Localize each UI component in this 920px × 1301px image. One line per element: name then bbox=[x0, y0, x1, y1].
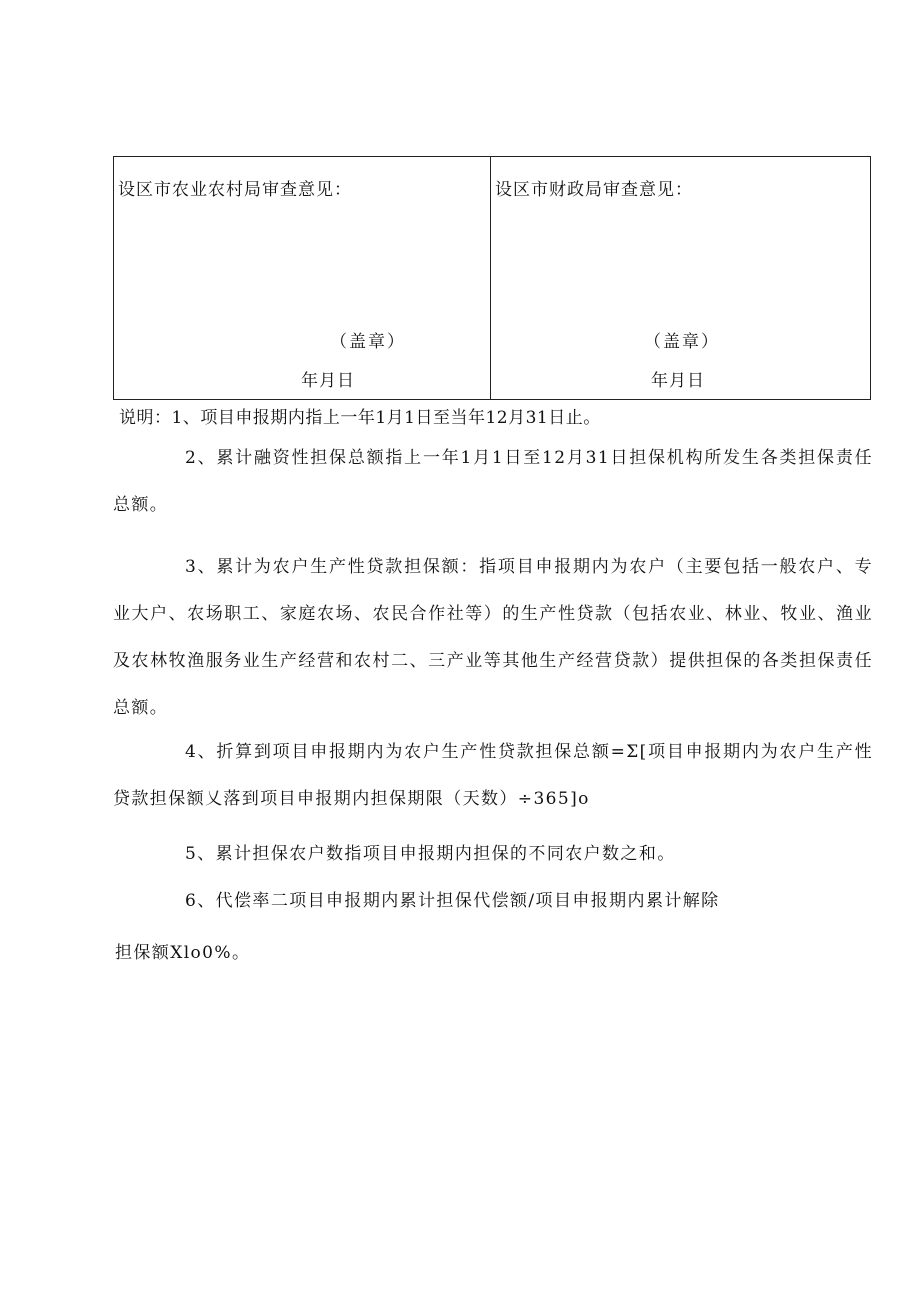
finance-bureau-review-cell bbox=[491, 157, 870, 399]
note-3: 3、累计为农户生产性贷款担保额：指项目申报期内为农户（主要包括一般农户、专业大户、农场职工、家庭农场、农民合作社等）的生产性贷款（包括农业、林业、牧业、渔业及农林牧渔服务业生产经营和农村二、三产业等其他生产经营贷款）提供担保的各类担保责任总额。 bbox=[113, 557, 873, 718]
note-4: 4、折算到项目申报期内为农户生产性贷款担保总额=Σ[项目申报期内为农户生产性贷款担保额乂落到项目申报期内担保期限（天数）÷365]o bbox=[113, 742, 873, 809]
agri-bureau-date-label: 年月日 bbox=[301, 371, 355, 391]
review-opinion-table bbox=[113, 156, 871, 400]
note-5: 5、累计担保农户数指项目申报期内担保的不同农户数之和。 bbox=[185, 844, 676, 864]
finance-bureau-date-label: 年月日 bbox=[651, 371, 705, 391]
note-6-line-2: 担保额Xlo0%。 bbox=[115, 943, 251, 963]
agri-bureau-review-cell bbox=[114, 157, 491, 399]
agri-bureau-seal-label: （盖章） bbox=[330, 332, 406, 352]
note-2: 2、累计融资性担保总额指上一年1月1日至12月31日担保机构所发生各类担保责任总额。 bbox=[113, 448, 873, 515]
note-6-line-1: 6、代偿率二项目申报期内累计担保代偿额/项目申报期内累计解除 bbox=[185, 891, 720, 911]
finance-bureau-seal-label: （盖章） bbox=[644, 332, 720, 352]
note-1: 说明：1、项目申报期内指上一年1月1日至当年12月31日止。 bbox=[119, 408, 601, 428]
finance-bureau-review-title: 设区市财政局审查意见： bbox=[495, 180, 693, 200]
agri-bureau-review-title: 设区市农业农村局审查意见： bbox=[118, 180, 352, 200]
